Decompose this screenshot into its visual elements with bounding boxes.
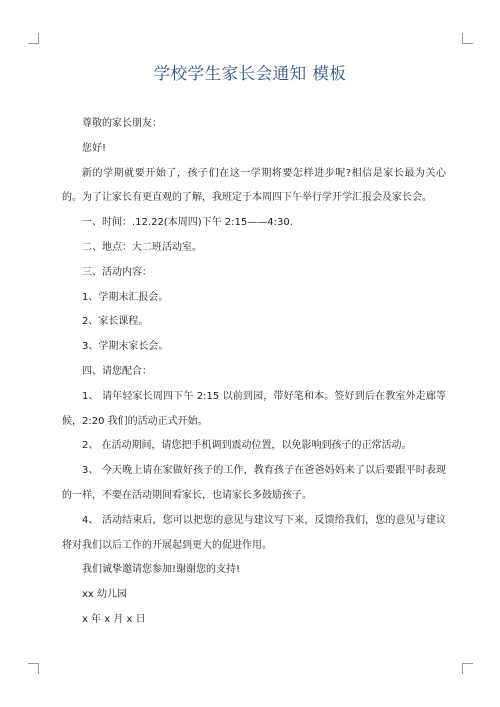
signature-date: x 年 x 月 x 日 — [82, 613, 146, 625]
cooperation-item-4: 4、 活动结束后，您可以把您的意见与建议写下来，反馈给我们，您的意见与建议将对我们以后工作的开展起到更大的促进作用。 — [62, 514, 446, 551]
content-item-1: 1、学期末汇报会。 — [82, 291, 169, 303]
content-item-3: 3、学期末家长会。 — [82, 341, 169, 353]
page-corner-mark-top-left — [28, 33, 39, 44]
document-title: 学校学生家长会通知 模板 — [153, 64, 347, 83]
content-item-2: 2、家长课程。 — [82, 316, 149, 328]
cooperation-heading: 四、请您配合： — [82, 365, 152, 377]
signature-kindergarten: xx 幼儿园 — [82, 589, 128, 601]
location-line: 二、地点：大二班活动室。 — [82, 241, 202, 253]
intro-paragraph: 新的学期就要开始了，孩子们在这一学期将要怎样进步呢?相信是家长最为关心的。为了让家长有更直观的了解，我班定于本周四下午举行学开学汇报会及家长会。 — [62, 167, 446, 204]
document-body — [62, 112, 446, 633]
cooperation-item-3: 3、 今天晚上请在家做好孩子的工作，教育孩子在爸爸妈妈来了以后要跟平时表现的一样，不要在活动期间看家长，也请家长多鼓励孩子。 — [62, 465, 446, 501]
page-corner-mark-bottom-right — [462, 663, 473, 674]
time-line: 一、时间：.12.22(本周四)下午 2:15——4:30. — [82, 217, 293, 229]
content-heading: 三、活动内容： — [82, 266, 152, 278]
cooperation-item-2: 2、 在活动期间，请您把手机调到震动位置，以免影响到孩子的正常活动。 — [82, 440, 412, 452]
salutation: 尊敬的家长朋友： — [82, 118, 162, 129]
page-corner-mark-bottom-left — [28, 663, 39, 674]
page-corner-mark-top-right — [462, 33, 473, 44]
greeting: 您好! — [82, 142, 107, 154]
invitation-line: 我们诚挚邀请您参加!谢谢您的支持! — [82, 564, 241, 576]
cooperation-item-1: 1、 请年轻家长周四下午 2:15 以前到园，带好笔和本。签好到后在教室外走廊等候，2:20 我们的活动正式开始。 — [62, 390, 446, 427]
